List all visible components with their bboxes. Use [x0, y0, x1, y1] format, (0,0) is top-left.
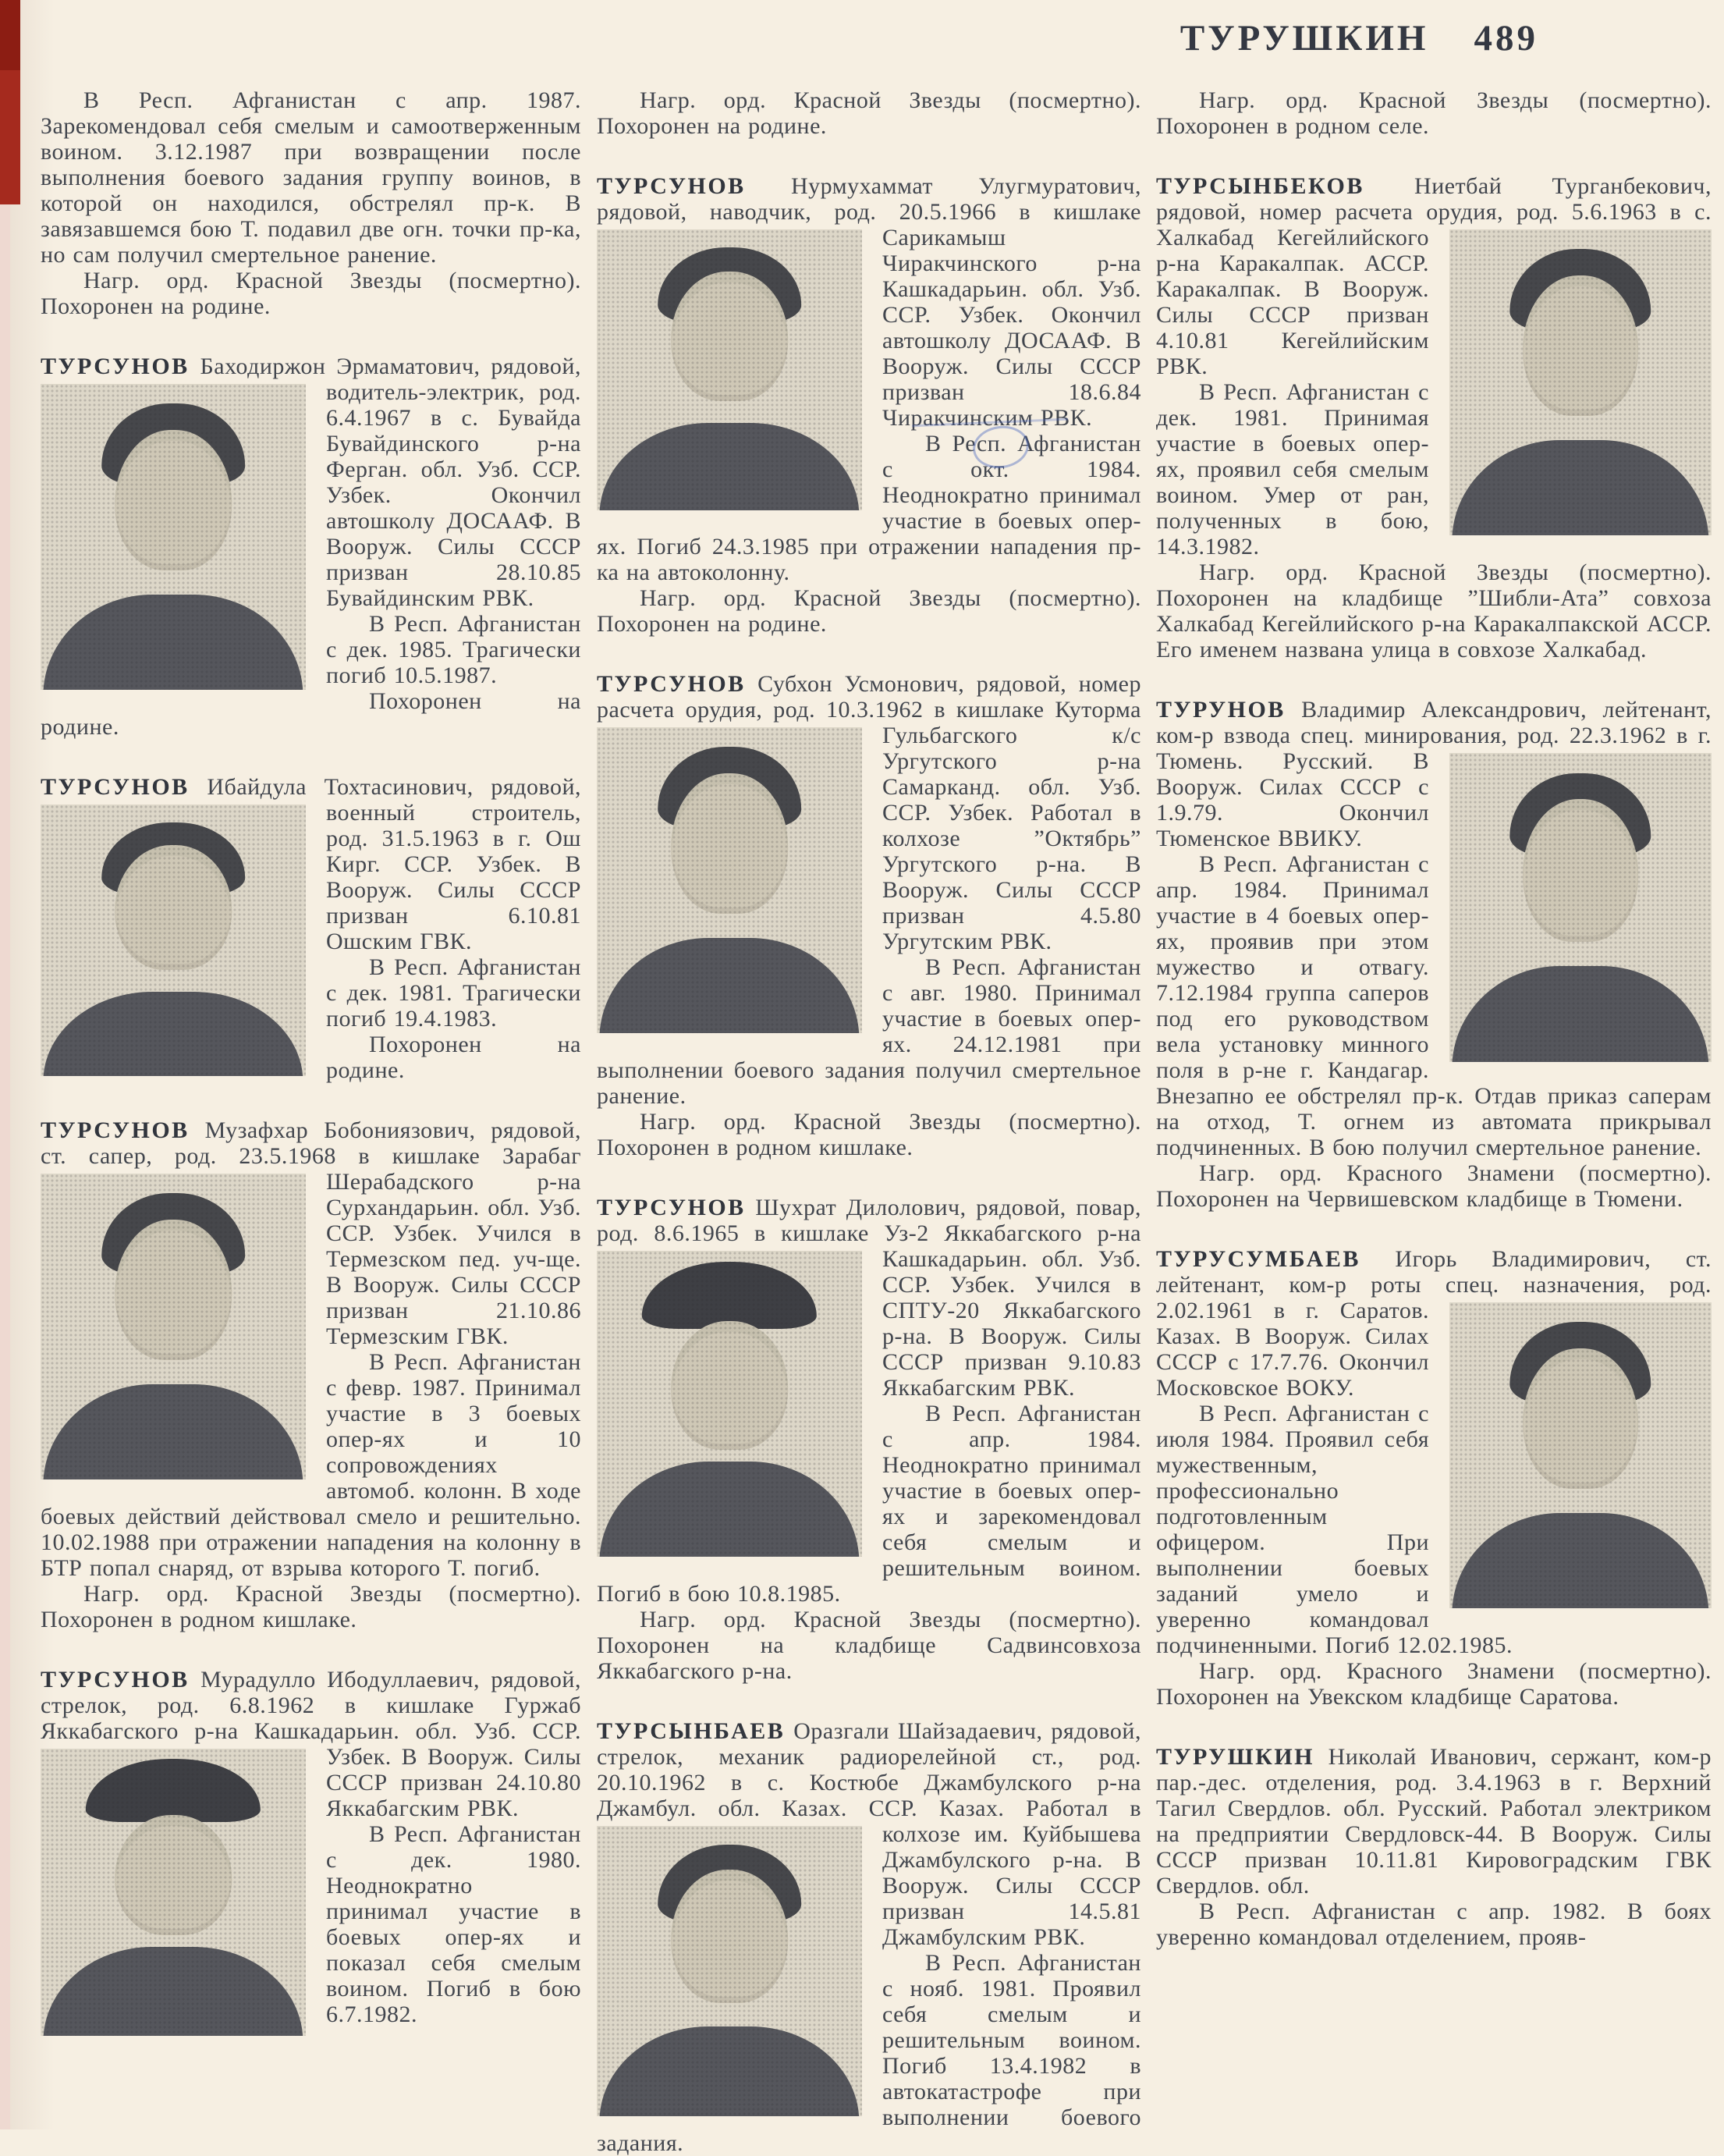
entry-paragraph: ТУРСЫНБЕКОВ Ниетбай Турганбекович, рядовой, номер расчета орудия, род. 5.6.1963 в с. Халкабад Кегейлийского р-на Каракалпак. АССР. Каракалпак. В Вооруж. Силы СССР призван 4.10.81 Кегейлийским РВК. [1156, 173, 1712, 379]
paragraph: Нагр. орд. Красной Звезды (посмертно). Похоронен на родине. [597, 585, 1141, 637]
hair-shape [1509, 773, 1651, 857]
paragraph: В Респ. Афганистан с окт. 1984. Неоднократно принимал участие в боевых опер-ях. Погиб 24.3.1985 при отражении нападения пр-ка на автоколонну. [597, 431, 1141, 585]
portrait-photo [41, 384, 306, 690]
entry-surname: ТУРУШКИН [1156, 1744, 1314, 1770]
paragraph: Нагр. орд. Красной Звезды (посмертно). Похоронен на кладбище Садвинсовхоза Яккабагского р-на. [597, 1607, 1141, 1684]
portrait-photo [597, 727, 862, 1033]
shoulders-shape [1452, 1513, 1708, 1608]
paragraph: Нагр. орд. Красной Звезды (посмертно). Похоронен в родном селе. [1156, 87, 1712, 139]
paragraph: В Респ. Афганистан с дек. 1980. Неоднократно принимал участие в боевых опер-ях и показал себя смелым воином. Погиб в бою 6.7.1982. [326, 1821, 581, 2027]
page-title: ТУРУШКИН [1179, 18, 1429, 59]
face-shape [1523, 275, 1638, 416]
memorial-entry [1156, 697, 1712, 1212]
continuation-block [41, 87, 581, 319]
paragraph: В Респ. Афганистан с апр. 1982. В боях уверенно командовал отделением, прояв- [1156, 1898, 1712, 1950]
memorial-entry [1156, 1744, 1712, 1950]
paragraph: В Респ. Афганистан с дек. 1985. Трагически погиб 10.5.1987. [326, 611, 581, 688]
text-column-3 [1156, 0, 1712, 2129]
entry-paragraph: ТУРСУНОВ Нурмухаммат Улугмуратович, рядовой, наводчик, род. 20.5.1966 в кишлаке Сарикамыш Чиракчинского р-на Кашкадарьин. обл. Узб. ССР. Узбек. Окончил автошколу ДОСААФ. В Вооруж. Силы СССР призван 18.6.84 Чиракчинским РВК. [597, 173, 1141, 431]
paragraph: Нагр. орд. Красной Звезды (посмертно). Похоронен в родном кишлаке. [597, 1109, 1141, 1160]
page-number: 489 [1474, 18, 1538, 59]
face-shape [115, 430, 232, 570]
portrait-photo [1449, 753, 1712, 1062]
entry-surname: ТУРСУНОВ [41, 1117, 190, 1143]
face-shape [115, 1815, 232, 1936]
face-shape [671, 773, 788, 914]
memorial-entry [597, 671, 1141, 1160]
portrait-photo [597, 1251, 862, 1557]
paragraph: В Респ. Афганистан с нояб. 1981. Проявил себя смелым и решительным воином. Погиб 13.4.1982 в автокатастрофе при выполнении боевого задания. [597, 1950, 1141, 2156]
shoulders-shape [599, 2026, 859, 2116]
paragraph: В Респ. Афганистан с апр. 1987. Зарекомендовал себя смелым и самоотверженным воином. 3.12.1987 при возвращении после выполнения боевого задания группу воинов, в которой он находился, обстрелял пр-к. В завязавшемся бою Т. подавил две огн. точки пр-ка, но сам получил смертельное ранение. [41, 87, 581, 268]
paragraph: Нагр. орд. Красной Звезды (посмертно). Похоронен на родине. [41, 268, 581, 319]
shoulders-shape [1452, 440, 1708, 535]
shoulders-shape [599, 938, 859, 1033]
hair-shape [101, 403, 245, 486]
face-shape [115, 845, 232, 970]
portrait-photo [597, 1826, 862, 2116]
face-shape [671, 1321, 788, 1450]
entry-paragraph: ТУРУСУМБАЕВ Игорь Владимирович, ст. лейтенант, ком-р роты спец. назначения, род. 2.02.1961 в г. Саратов. Казах. В Вооруж. Силах СССР с 17.7.76. Окончил Московское ВОКУ. [1156, 1246, 1712, 1401]
entry-paragraph: ТУРСЫНБАЕВ Оразгали Шайзадаевич, рядовой, стрелок, механик радиорелейной ст., род. 20.10.1962 в с. Костюбе Джамбулского р-на Джамбул. обл. Казах. ССР. Казах. Работал в колхозе им. Куйбышева Джамбулского р-на. В Вооруж. Силы СССР призван 14.5.81 Джамбулским РВК. [597, 1718, 1141, 1950]
face-shape [1523, 1348, 1638, 1489]
entry-paragraph: ТУРСУНОВ Мурадулло Ибодуллаевич, рядовой, стрелок, род. 6.8.1962 в кишлаке Гуржаб Яккабагского р-на Кашкадарьин. обл. Узб. ССР. Узбек. В Вооруж. Силы СССР призван 24.10.80 Яккабагским РВК. [41, 1667, 581, 1821]
entry-surname: ТУРУНОВ [1156, 697, 1286, 723]
portrait-photo [41, 1174, 306, 1479]
entry-paragraph: ТУРСУНОВ Субхон Усмонович, рядовой, номер расчета орудия, род. 10.3.1962 в кишлаке Куторма Гульбагского к/с Ургутского р-на Самарканд. обл. Узб. ССР. Узбек. Работал в колхозе ”Октябрь” Ургутского р-на. В Вооруж. Силы СССР призван 4.5.80 Ургутским РВК. [597, 671, 1141, 954]
shoulders-shape [43, 595, 303, 690]
hair-shape [658, 747, 801, 829]
portrait-photo [597, 229, 862, 510]
memorial-entry [41, 1117, 581, 1632]
hair-shape [658, 247, 801, 323]
paragraph: В Респ. Афганистан с февр. 1987. Принимал участие в 3 боевых опер-ях и 10 сопровождениях автомоб. колонн. В ходе боевых действий действовал смело и решительно. 10.02.1988 при отражении нападения на колонну в БТР попал снаряд, от взрыва которого Т. погиб. [41, 1349, 581, 1581]
memorial-entry [1156, 173, 1712, 662]
hair-shape [1509, 249, 1651, 332]
face-shape [671, 1870, 788, 2003]
memorial-entry [41, 1667, 581, 2027]
entry-paragraph: ТУРСУНОВ Шухрат Дилолович, рядовой, повар, род. 8.6.1965 в кишлаке Уз-2 Яккабагского р-на Кашкадарьин. обл. Узб. ССР. Узбек. Учился в СПТУ-20 Яккабагского р-на. В Вооруж. Силы СССР призван 9.10.83 Яккабагским РВК. [597, 1195, 1141, 1401]
paragraph: Нагр. орд. Красной Звезды (посмертно). Похоронен в родном кишлаке. [41, 1581, 581, 1632]
paragraph: В Респ. Афганистан с авг. 1980. Принимал участие в боевых опер-ях. 24.12.1981 при выполнении боевого задания получил смертельное ранение. [597, 954, 1141, 1109]
memorial-entry [1156, 1246, 1712, 1710]
text-column-1 [41, 0, 581, 2129]
entry-surname: ТУРУСУМБАЕВ [1156, 1246, 1360, 1272]
portrait-photo [41, 1749, 306, 2036]
continuation-block [597, 87, 1141, 139]
paragraph: Нагр. орд. Красного Знамени (посмертно). Похоронен на Червишевском кладбище в Тюмени. [1156, 1160, 1712, 1212]
portrait-photo [1449, 1302, 1712, 1608]
paragraph: В Респ. Афганистан с апр. 1984. Принимал участие в 4 боевых опер-ях, проявив при этом мужество и отвагу. 7.12.1984 группа саперов под его руководством вела установку минного поля в р-не г. Кандагар. Внезапно ее обстрелял пр-к. Отдав приказ саперам на отход, Т. огнем из автомата прикрывал подчиненных. В бою получил смертельное ранение. [1156, 851, 1712, 1160]
paragraph: Похоронен на родине. [41, 688, 581, 740]
entry-surname: ТУРСУНОВ [597, 671, 746, 697]
paragraph: Нагр. орд. Красной Звезды (посмертно). Похоронен на родине. [597, 87, 1141, 139]
paragraph: Нагр. орд. Красной Звезды (посмертно). Похоронен на кладбище ”Шибли-Ата” совхоза Халкабад Кегейлийского р-на Каракалпакской АССР. Его именем названа улица в совхозе Халкабад. [1156, 559, 1712, 662]
portrait-photo [41, 805, 306, 1076]
memorial-entry [597, 1195, 1141, 1684]
entry-surname: ТУРСЫНБАЕВ [597, 1718, 786, 1744]
shoulders-shape [1452, 966, 1708, 1062]
hair-shape [101, 822, 245, 896]
entry-surname: ТУРСУНОВ [41, 774, 190, 800]
entry-surname: ТУРСУНОВ [597, 1195, 746, 1220]
face-shape [671, 272, 788, 401]
memorial-entry [41, 353, 581, 740]
cap-shape [642, 1262, 817, 1329]
shoulders-shape [43, 1947, 303, 2036]
hair-shape [658, 1845, 801, 1923]
entry-surname: ТУРСУНОВ [597, 173, 746, 199]
shoulders-shape [43, 1384, 303, 1479]
entry-surname: ТУРСУНОВ [41, 1667, 190, 1692]
entry-paragraph: ТУРУНОВ Владимир Александрович, лейтенант, ком-р взвода спец. минирования, род. 22.3.1962 в г. Тюмень. Русский. В Вооруж. Силах СССР с 1.9.79. Окончил Тюменское ВВИКУ. [1156, 697, 1712, 851]
memorial-entry [597, 1718, 1141, 2156]
shoulders-shape [599, 423, 859, 510]
entry-surname: ТУРСУНОВ [41, 353, 190, 379]
paragraph: В Респ. Афганистан с апр. 1984. Неоднократно принимал участие в боевых опер-ях и зарекомендовал себя смелым и решительным воином. Погиб в бою 10.8.1985. [597, 1401, 1141, 1607]
hair-shape [1509, 1322, 1651, 1405]
paragraph: Нагр. орд. Красного Знамени (посмертно). Похоронен на Увекском кладбище Саратова. [1156, 1658, 1712, 1710]
entry-paragraph: ТУРСУНОВ Ибайдула Тохтасинович, рядовой, военный строитель, род. 31.5.1963 в г. Ош Кирг. ССР. Узбек. В Вооруж. Силы СССР призван 6.10.81 Ошским ГВК. [41, 774, 581, 954]
face-shape [1523, 799, 1638, 941]
portrait-photo [1449, 229, 1712, 535]
face-shape [115, 1220, 232, 1360]
memorial-entry [41, 774, 581, 1083]
entry-paragraph: ТУРСУНОВ Баходиржон Эрмаматович, рядовой, водитель-электрик, род. 6.4.1967 в с. Бувайда Бувайдинского р-на Ферган. обл. Узб. ССР. Узбек. Окончил автошколу ДОСААФ. В Вооруж. Силы СССР призван 28.10.85 Бувайдинским РВК. [41, 353, 581, 611]
paragraph: В Респ. Афганистан с дек. 1981. Принимая участие в боевых опер-ях, проявил себя смелым воином. Умер от ран, полученных в бою, 14.3.1982. [1156, 379, 1429, 559]
cap-shape [86, 1759, 261, 1822]
paragraph: В Респ. Афганистан с дек. 1981. Трагически погиб 19.4.1983. [326, 954, 581, 1032]
entry-paragraph: ТУРСУНОВ Музафхар Бобониязович, рядовой, ст. сапер, род. 23.5.1968 в кишлаке Зарабаг Шерабадского р-на Сурхандарьин. обл. Узб. ССР. Узбек. Учился в Термезском пед. уч-ще. В Вооруж. Силы СССР призван 21.10.86 Термезским ГВК. [41, 1117, 581, 1349]
paragraph: В Респ. Афганистан с июля 1984. Проявил себя мужественным, профессионально подготовленным офицером. При выполнении боевых заданий умело и уверенно командовал подчиненными. Погиб 12.02.1985. [1156, 1401, 1513, 1658]
shoulders-shape [43, 992, 303, 1076]
entry-paragraph: ТУРУШКИН Николай Иванович, сержант, ком-р пар.-дес. отделения, род. 3.4.1963 в г. Верхний Тагил Свердлов. обл. Русский. Работал электриком на предприятии Свердловск-44. В Вооруж. Силы СССР призван 10.11.81 Кировоградским ГВК Свердлов. обл. [1156, 1744, 1712, 1898]
memorial-entry [597, 173, 1141, 637]
continuation-block [1156, 87, 1712, 139]
text-column-2 [597, 0, 1141, 2156]
paragraph: Похоронен на родине. [326, 1032, 581, 1083]
shoulders-shape [599, 1462, 859, 1557]
entry-surname: ТУРСЫНБЕКОВ [1156, 173, 1364, 199]
hair-shape [101, 1193, 245, 1276]
